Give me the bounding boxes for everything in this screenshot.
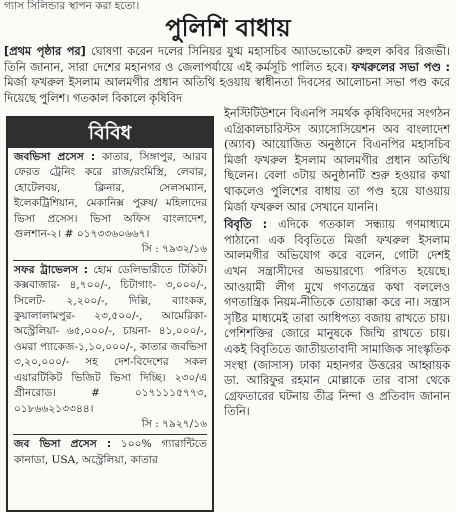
classified-ad bbox=[8, 435, 212, 468]
continued-text-line: গ্যাস সিলিন্ডার স্থাপন করা হতো। bbox=[4, 0, 140, 12]
ad-body: ১০০% গ্যারান্টিতে কানাডা, USA, অস্ট্রেলিয়া, কাতার bbox=[14, 438, 207, 466]
ad-signature: সি : ৭৯৩২/১৬ bbox=[141, 243, 207, 256]
statement-paragraph bbox=[224, 217, 450, 420]
classified-ad bbox=[8, 148, 212, 258]
ad-title: সফর ট্রাভেলস : bbox=[14, 263, 88, 276]
ad-body: কাতার, সিঙ্গাপুর, আরব ফেরত ট্রেনিং করে রাজ/রংমিস্ত্রি, লেবার, হোটেলবয়, ক্লিনার, সেলসম্যান, ইলেকট্রিশিয়ান, মেকানিক্স পুরুষ/ মহিলাদের ভিসা প্রসেস। ভিসা অফিস বাংলাদেশ, গুলশান-২। # ০১৭৩৩৬০৬৬৭। bbox=[14, 151, 207, 241]
classifieds-header: বিবিধ bbox=[8, 118, 212, 148]
subhead-statement: বিবৃতি : bbox=[224, 218, 268, 232]
ad-signature: সি : ৭৯২৭/১৬ bbox=[141, 417, 207, 430]
ad-title: জব ভিসা প্রসেস : bbox=[14, 438, 112, 451]
headline: পুলিশি বাধায় bbox=[165, 14, 291, 42]
classifieds-box bbox=[6, 116, 214, 512]
lead-text: ঘোষণা করেন দলের সিনিয়র যুগ্ম মহাসচিব অ্যাডভোকেট রুহুল কবির রিজভী। তিনি জানান, সারা দেশের মহানগর ও জেলাপর্যায়ে এই কর্মসূচি পালিত হবে। bbox=[4, 45, 450, 74]
lead-paragraph bbox=[4, 44, 450, 106]
article-right-column bbox=[224, 106, 450, 422]
article-paragraph: ইনস্টিটিউশনে বিএনপি সমর্থক কৃষিবিদদের সংগঠন এগ্রিকালচারিস্টস অ্যাসোসিয়েশন অব বাংলাদেশ (অ্যাব) আয়োজিত অনুষ্ঠানে বিএনপির মহাসচিব মির্জা ফখরুল ইসলাম আলমগীর প্রধান অতিথি ছিলেন। বেলা ৩টায় অনুষ্ঠানটি শুরু হওয়ার কথা থাকলেও পুলিশের বাধায় তা পণ্ড হয়ে যাওয়ায় মির্জা ফখরুল আর সেখানে যাননি। bbox=[224, 107, 450, 214]
continued-from-tag: [প্রথম পৃষ্ঠার পর] bbox=[4, 45, 86, 58]
ad-title: জবভিসা প্রসেস : bbox=[14, 151, 96, 163]
statement-text: এদিকে গতকাল সন্ধ্যায় গণমাধ্যমে পাঠানো এক বিবৃতিতে মির্জা ফখরুল ইসলাম আলমগীর অভিযোগ করে বলেন, গোটা দেশই এখন সন্ত্রাসীদের অভয়ারণ্যে পরিণত হয়েছে। আওয়ামী লীগ মুখে গণতন্ত্রের কথা বললেও গণতান্ত্রিক নিয়ম-নীতিকে তোয়াক্কা করে না। সন্ত্রাস সৃষ্টির মাধ্যমেই তারা আধিপত্য বজায় রাখতে চায়। পেশিশক্তির জোরে মানুষকে জিম্মি রাখতে চায়। একই বিবৃতিতে জাতীয়তাবাদী সামাজিক সাংস্কৃতিক সংস্থা (জাসাস) ঢাকা মহানগর উত্তরের আহ্বায়ক ডা. আরিফুর রহমান মোল্লাকে তার বাসা থেকে গ্রেফতারের ঘটনায় তীব্র নিন্দা ও প্রতিবাদ জানান তিনি। bbox=[224, 218, 450, 419]
subhead-fakhrul-meeting: ফখরুলের সভা পণ্ড : bbox=[351, 60, 451, 74]
ad-body: হোম ডেলিভারীতে টিকিট। কক্সবাজার- ৪,৭০০/-, চিটাগাং- ৩,০০০/-, সিলেট- ২,২০০/-, দিল্লি, ব্যাংকক, কুয়ালালামপুর- ২৩,৫০০/-, আমেরিকা-অস্ট্রেলিয়া- ৬৫,০০০/-, চায়না- ৪১,০০০/-, ওমরা প্যাকেজ-১,১০,০০০/-, কাতার জবভিসা ৩,২০,০০০/- সহ দেশ-বিদেশের সকল এয়ারটিকিট ভিজিট ভিসা দিচ্ছি। ২৩০/এ গ্রীনরোড। # ০১৭১১১৫৭৭৩, ০১৮৬৬২১৩৩৪৪। bbox=[14, 263, 207, 415]
lead-text-2: মির্জা ফখরুল ইসলাম আলমগীর প্রধান অতিথি হওয়ায় স্বাধীনতা দিবসের আলোচনা সভা পণ্ড করে দিয়েছে পুলিশ। গতকাল বিকালে কৃষিবিদ bbox=[4, 76, 450, 105]
classified-ad bbox=[8, 261, 212, 432]
